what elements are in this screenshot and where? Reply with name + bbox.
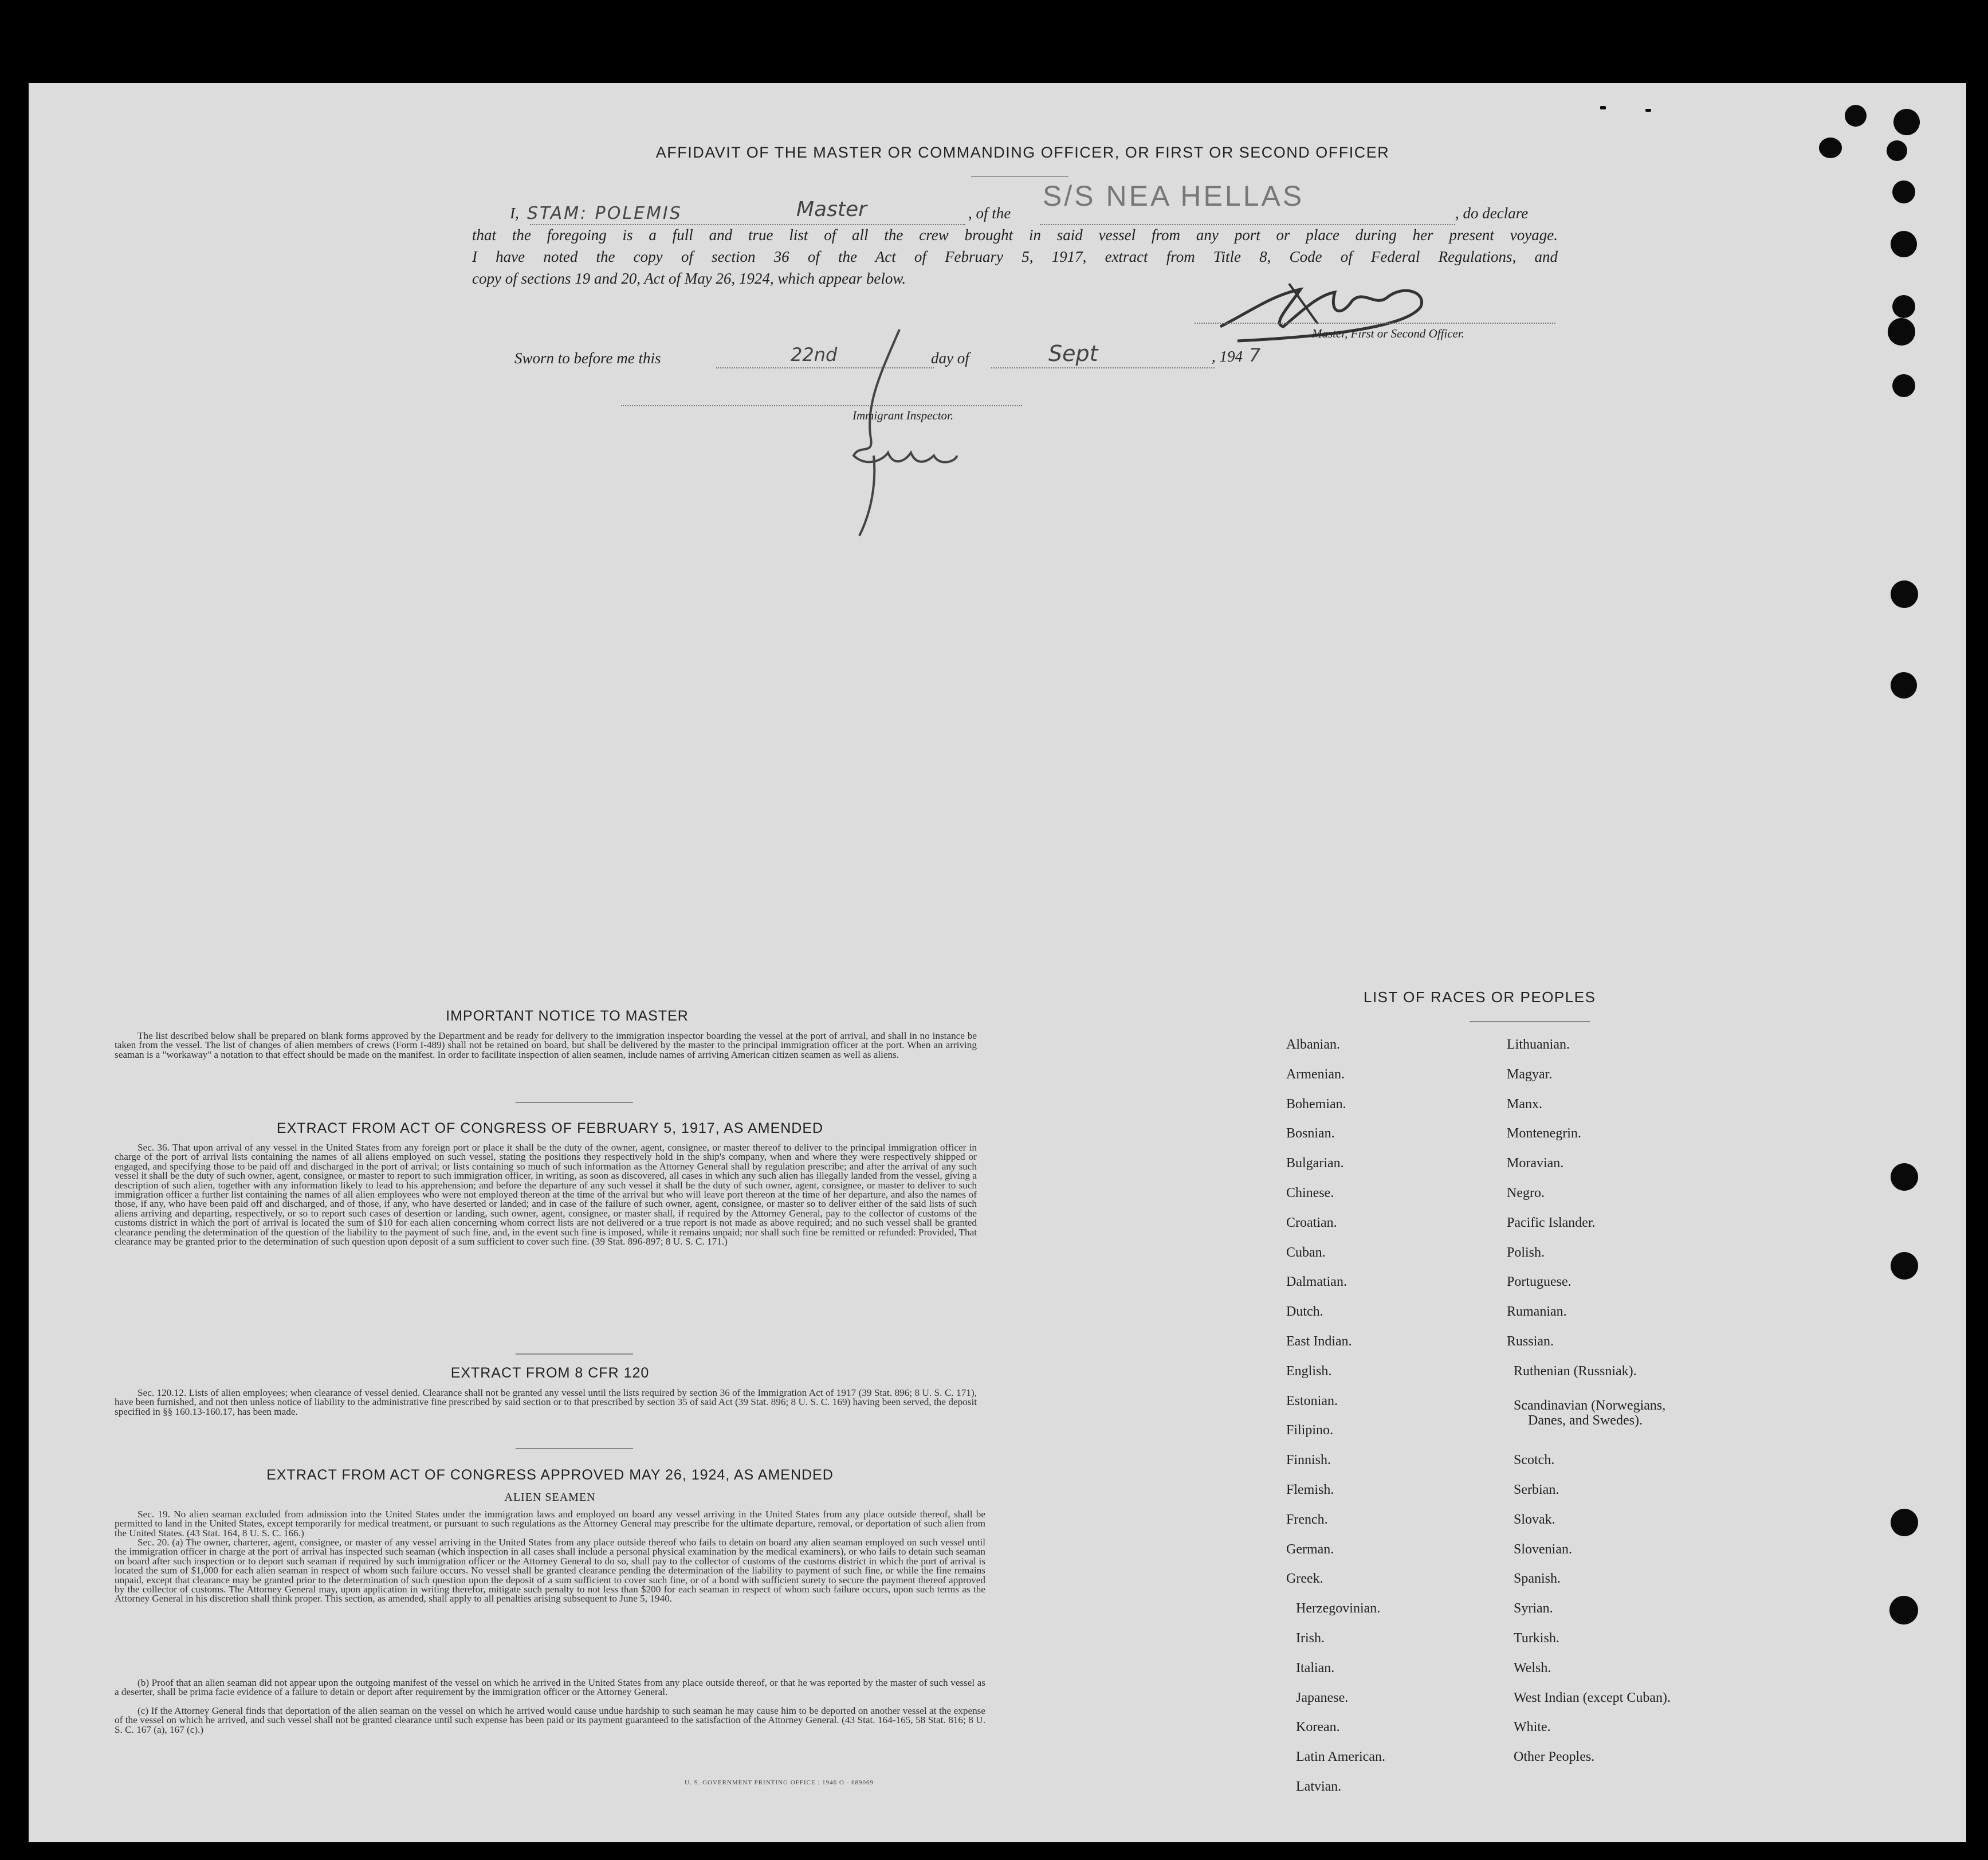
race-item: Albanian. <box>1286 1037 1340 1052</box>
rule-2 <box>516 1353 633 1355</box>
race-item: Polish. <box>1507 1245 1545 1260</box>
punch-hole <box>1891 1163 1918 1191</box>
race-item: Finnish. <box>1286 1453 1331 1468</box>
race-item: Latin American. <box>1296 1749 1385 1765</box>
vessel-stamp: S/S NEA HELLAS <box>1043 180 1305 212</box>
race-item: Filipino. <box>1286 1423 1334 1438</box>
master-signature-caption: Master, First or Second Officer. <box>1312 327 1464 340</box>
inspector-signature <box>819 324 968 541</box>
race-item: Cuban. <box>1286 1245 1326 1260</box>
extract-1924-sec20c: (c) If the Attorney General finds that deportation of the alien seaman on the vessel on which he arrived would cause undue hardship to such seaman he may cause him to be deported on another vessel at the expense of the vessel on which he arrived, and such vessel shall not be granted clearance until such expense has been paid or its payment guaranteed to the satisfaction of the Attorney General. (43 Stat. 164-165, 58 Stat. 816; 8 U. S. C. 167 (a), 167 (c).) <box>115 1705 985 1735</box>
rule-3 <box>516 1448 633 1449</box>
race-item: Rumanian. <box>1507 1304 1567 1320</box>
punch-hole <box>1891 231 1917 257</box>
race-item: Syrian. <box>1514 1601 1553 1616</box>
punch-hole <box>1891 672 1917 699</box>
race-item: Flemish. <box>1286 1482 1334 1497</box>
races-rule <box>1470 1021 1590 1022</box>
of-the-label: , of the <box>968 205 1011 222</box>
race-item: Chinese. <box>1286 1186 1334 1200</box>
affidavit-title: AFFIDAVIT OF THE MASTER OR COMMANDING OFFICER, OR FIRST OR SECOND OFFICER <box>655 144 1390 161</box>
affidavit-i: I, <box>510 205 519 222</box>
race-item: Lithuanian. <box>1507 1037 1570 1052</box>
race-item: Croatian. <box>1286 1215 1337 1230</box>
race-item: Welsh. <box>1514 1660 1551 1675</box>
sworn-day: 22nd <box>791 344 838 366</box>
punch-hole <box>1891 1509 1918 1536</box>
punch-hole <box>1845 105 1867 127</box>
race-item: Ruthenian (Russniak). <box>1514 1363 1637 1379</box>
inspector-signature-line <box>621 405 1022 406</box>
document-page <box>29 83 1966 1842</box>
races-title: LIST OF RACES OR PEOPLES <box>1364 988 1596 1006</box>
race-item: Magyar. <box>1507 1066 1553 1082</box>
race-item: West Indian (except Cuban). <box>1514 1690 1671 1705</box>
race-item: Serbian. <box>1514 1482 1559 1497</box>
inspector-caption: Immigrant Inspector. <box>852 409 954 422</box>
race-item: Irish. <box>1296 1631 1325 1646</box>
speck <box>1600 106 1606 109</box>
race-item: Herzegovinian. <box>1296 1601 1381 1616</box>
race-item: Bulgarian. <box>1286 1156 1344 1171</box>
race-item: English. <box>1286 1363 1332 1379</box>
extract-1924-title: EXTRACT FROM ACT OF CONGRESS APPROVED MAY 26, 1924, AS AMENDED <box>266 1467 834 1483</box>
race-item: Turkish. <box>1514 1631 1559 1646</box>
punch-hole <box>1888 318 1915 346</box>
sworn-year-prefix: , 194 <box>1212 348 1243 365</box>
race-item: Dalmatian. <box>1286 1274 1347 1290</box>
punch-hole <box>1819 138 1842 158</box>
extract-1924-sec20b: (b) Proof that an alien seaman did not appear upon the outgoing manifest of the vessel on which he arrived in the United States from any place outside thereof, or that he was reported by the master of such vessel as a deserter, shall be prima facie evidence of a failure to detain or deport after requirement by the immigration officer or the Attorney General. <box>115 1677 985 1698</box>
affidavit-line-3: I have noted the copy of section 36 of the Act of February 5, 1917, extract from Title 8, Code of Federal Regulations, and <box>472 248 1558 265</box>
punch-hole <box>1891 580 1918 608</box>
race-item: Slovak. <box>1514 1512 1555 1527</box>
race-item: Russian. <box>1507 1334 1554 1349</box>
race-item: Korean. <box>1296 1720 1340 1735</box>
race-item: Negro. <box>1507 1186 1545 1200</box>
race-item: Bosnian. <box>1286 1126 1335 1141</box>
punch-hole <box>1892 295 1915 318</box>
race-item: German. <box>1286 1541 1334 1557</box>
punch-hole <box>1893 109 1920 135</box>
sworn-year-suffix: 7 <box>1249 344 1261 366</box>
race-item: Manx. <box>1507 1096 1542 1112</box>
race-item: Danes, and Swedes). <box>1528 1412 1643 1428</box>
punch-hole <box>1887 140 1907 161</box>
race-item: Estonian. <box>1286 1393 1338 1408</box>
printing-office-footer: U. S. GOVERNMENT PRINTING OFFICE : 1946 O - 689069 <box>685 1779 874 1786</box>
race-item: Portuguese. <box>1507 1274 1571 1290</box>
race-item: Spanish. <box>1514 1571 1561 1587</box>
punch-hole <box>1889 1596 1918 1624</box>
notice-text: The list described below shall be prepared on blank forms approved by the Department and be ready for delivery to the immigration inspector boarding the vessel at the port of arrival, and shall in no instance be taken from the vessel. The list of changes of alien members of crews (Form I-489) shall not be retained on board, but shall be delivered by the master to the principal immigration officer at the port. When an arriving seaman is a "workaway" a notation to that effect should be made on the manifest. In order to facilitate inspection of alien seamen, include names of arriving American citizen seamen as well as aliens. <box>115 1030 977 1060</box>
race-item: Italian. <box>1296 1660 1335 1675</box>
extract-1917-title: EXTRACT FROM ACT OF CONGRESS OF FEBRUARY 5, 1917, AS AMENDED <box>276 1120 824 1136</box>
master-signature-line <box>1195 323 1555 324</box>
race-item: Moravian. <box>1507 1156 1564 1171</box>
race-item: Scotch. <box>1514 1453 1555 1468</box>
day-of-label: day of <box>931 350 969 367</box>
extract-1917-text: Sec. 36. That upon arrival of any vessel in the United States from any foreign port or place it shall be the duty of the owner, agent, consignee, or master thereof to deliver to the principal immigration officer in charge of the port of arrival lists containing the names of all aliens employed on such vessel, stating the positions they respectively hold in the ship's company, when and where they were respectively shipped or engaged, and specifying those to be paid off and discharged in the port of arrival; or lists containing so much of such information as the Attorney General shall by regulation prescribe; and after the arrival of any such vessel it shall be the duty of such owner, agent, consignee, or master to report to such immigration officer, in writing, as soon as discovered, all cases in which any such alien has illegally landed from the vessel, giving a description of such alien, together with any information likely to lead to his apprehension; and before the departure of any such vessel it shall be the duty of such owner, agent, consignee, or master to deliver to such immigration officer a further list containing the names of all alien employees who were not employed thereon at the time of the arrival but who will leave port thereon at the time of her departure, and also the names of those, if any, who have been paid off and discharged, and of those, if any, who have deserted or landed; and in case of the failure of such owner, agent, consignee, or master so to deliver either of the said lists of such aliens arriving and departing, respectively, or so to report such cases of desertion or landing, such owner, agent, consignee, or master shall, if required by the Attorney General, pay to the collector of customs of the customs district in which the port of arrival is located the sum of $10 for each alien concerning whom correct lists are not delivered or a true report is not made as above required; and no such vessel shall be granted clearance pending the determination of the question of the liability to the payment of such fine, and, in the event such fine is imposed, while it remains unpaid; nor shall such fine be remitted or refunded: Provided, That clearance may be granted prior to the determination of such question upon deposit of a sum sufficient to cover such fine. (39 Stat. 896-897; 8 U. S. C. 171.) <box>115 1142 977 1247</box>
affidavit-line-2: that the foregoing is a full and true list of all the crew brought in said vessel from any port or place during her present voyage. <box>472 226 1558 244</box>
race-item: Montenegrin. <box>1507 1126 1581 1141</box>
speck <box>1645 109 1651 112</box>
extract-cfr-text: Sec. 120.12. Lists of alien employees; when clearance of vessel denied. Clearance shall not be granted any vessel until the lists required by section 36 of the Immigration Act of 1917 (39 Stat. 896; 8 U. S. C. 171), have been furnished, and not then unless notice of liability to the administrative fine prescribed by said section or to that prescribed by section 35 of said Act (39 Stat. 896; 8 U. S. C. 169) having been served, the deposit specified in §§ 160.13-160.17, has been made. <box>115 1387 977 1417</box>
master-rank: Master <box>796 198 867 221</box>
race-item: Dutch. <box>1286 1304 1323 1320</box>
race-item: Pacific Islander. <box>1507 1215 1596 1230</box>
race-item: Armenian. <box>1286 1066 1345 1082</box>
punch-hole <box>1892 180 1915 203</box>
do-declare-label: , do declare <box>1455 205 1529 222</box>
race-item: French. <box>1286 1512 1328 1527</box>
vessel-line <box>1040 224 1455 225</box>
extract-1924-sec20a: Sec. 20. (a) The owner, charterer, agent, consignee, or master of any vessel arriving in the United States from any place outside thereof who fails to detain on board any alien seaman employed on such vessel until the immigration officer in charge at the port of arrival has inspected such seaman (which inspection in all cases shall include a personal physical examination by the medical examiners), or who fails to detain such seaman on board after such inspection or to deport such seaman if required by such immigration officer or the Attorney General to do so, shall pay to the collector of customs of the customs district in which the port of arrival is located the sum of $1,000 for each alien seaman in respect of whom such failure occurs. No vessel shall be granted clearance pending the determination of the liability to payment of such fine, or while the fine remains unpaid, except that clearance may be granted prior to the determination of such question upon the deposit of a sum sufficient to cover such fine, or of a bond with sufficient surety to secure the payment thereof approved by the collector of customs. The Attorney General may, upon application in writing therefor, mitigate such penalty to not less than $200 for each seaman in respect of whom such failure occurs, upon such terms as the Attorney General in his discretion shall think proper. This section, as amended, shall apply to all penalties arising subsequent to June 5, 1940. <box>115 1537 985 1604</box>
punch-hole <box>1892 374 1915 397</box>
notice-title: IMPORTANT NOTICE TO MASTER <box>446 1008 689 1024</box>
race-item: East Indian. <box>1286 1334 1352 1349</box>
affidavit-line-4: copy of sections 19 and 20, Act of May 26, 1924, which appear below. <box>472 270 906 287</box>
rule-1 <box>516 1102 633 1103</box>
race-item: Latvian. <box>1296 1779 1342 1794</box>
extract-1924-subtitle: ALIEN SEAMEN <box>504 1491 596 1504</box>
name-line <box>530 224 965 225</box>
sworn-month: Sept <box>1048 341 1098 366</box>
extract-1924-sec19: Sec. 19. No alien seaman excluded from admission into the United States under the immigration laws and employed on board any vessel arriving in the United States from any place outside thereof, shall be permitted to land in the United States, except temporarily for medical treatment, or pursuant to such regulations as the Attorney General may prescribe for the ultimate departure, removal, or deportation of such alien from the United States. (43 Stat. 164, 8 U. S. C. 166.) <box>115 1509 985 1539</box>
sworn-month-line <box>991 367 1215 368</box>
punch-hole <box>1891 1252 1918 1280</box>
race-item: Other Peoples. <box>1514 1749 1595 1765</box>
master-name: STAM: POLEMIS <box>527 203 682 223</box>
race-item: Greek. <box>1286 1571 1323 1587</box>
race-item: Bohemian. <box>1286 1096 1346 1112</box>
title-rule <box>971 176 1068 177</box>
race-item: Slovenian. <box>1514 1541 1572 1557</box>
sworn-label: Sworn to before me this <box>514 350 661 367</box>
race-item: White. <box>1514 1720 1551 1735</box>
race-item: Japanese. <box>1296 1690 1349 1705</box>
race-item: Scandinavian (Norwegians, <box>1514 1398 1666 1413</box>
extract-cfr-title: EXTRACT FROM 8 CFR 120 <box>450 1365 650 1381</box>
